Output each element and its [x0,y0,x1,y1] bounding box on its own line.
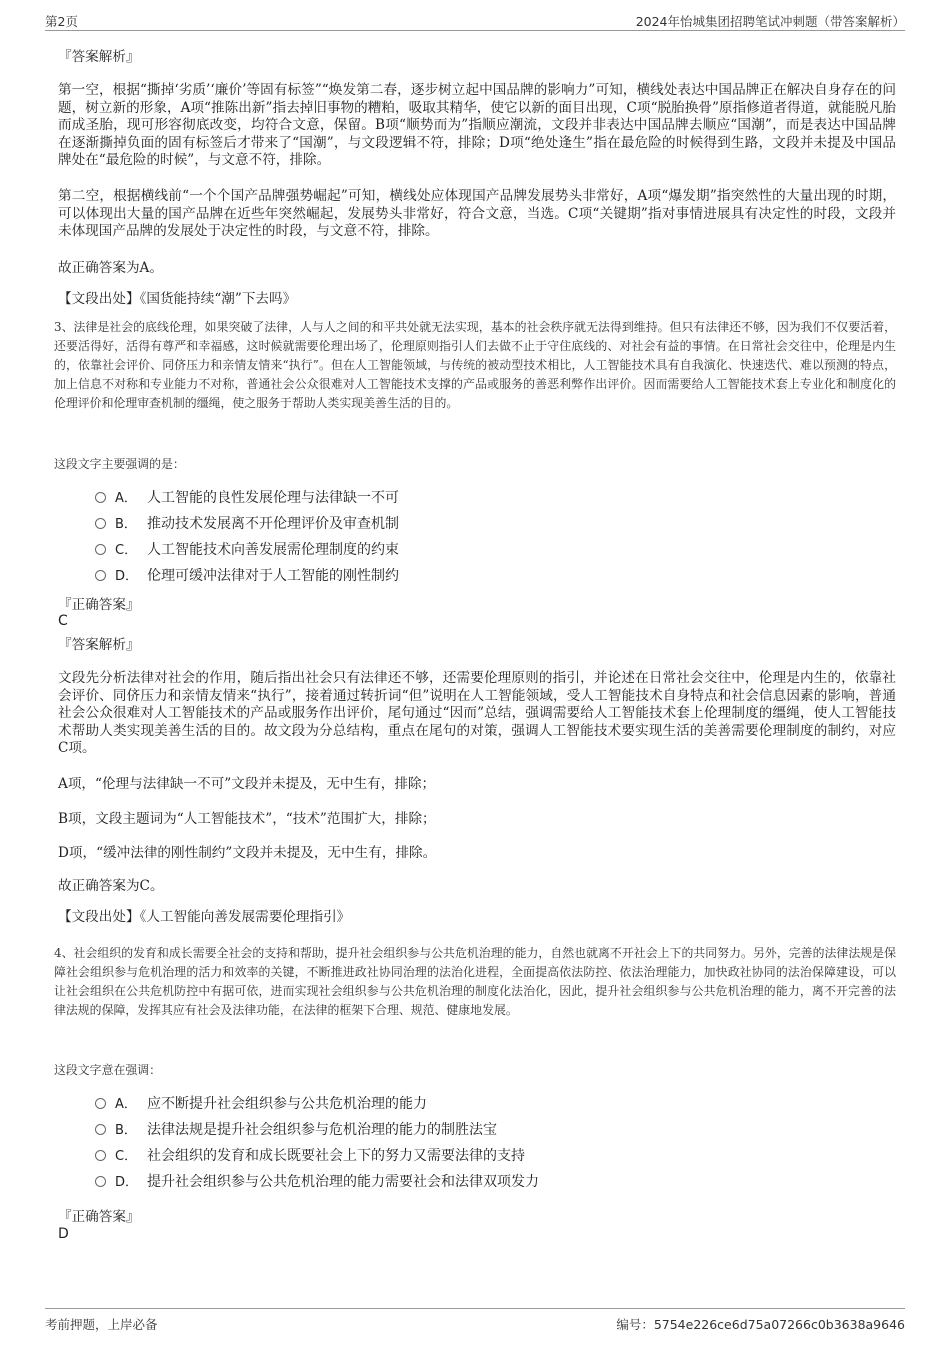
option-text: 法律法规是提升社会组织参与危机治理的能力的制胜法宝 [147,1122,497,1138]
q3-conclusion: 故正确答案为C。 [58,878,164,894]
radio-icon[interactable] [95,492,106,503]
document-title: 2024年怡城集团招聘笔试冲刺题（带答案解析） [635,14,905,29]
radio-icon[interactable] [95,1150,106,1161]
q4-answer-label: 『正确答案』 [58,1209,140,1225]
footer-slogan: 考前押题，上岸必备 [45,1317,158,1332]
q3-question-text: 3、法律是社会的底线伦理，如果突破了法律，人与人之间的和平共处就无法实现，基本的社会秩序就无法得到维持。但只有法律还不够，因为我们不仅要活着，还要活得好，活得有尊严和幸福感，这时候就需要伦理出场了，伦理原则指引人们去做不止于守住底线的、对社会有益的事情。在日常社会交往中，伦理是内生的，依靠社会评价、同侪压力和亲情友情来“执行”。但在人工智能领域，与传统的被动型技术相比，人工智能技术具有自我演化、快速迭代、难以预测的特点，加上信息不对称和专业能力不对称，普通社会公众很难对人工智能技术支撑的产品或服务的善恶利弊作出评价。因而需要给人工智能技术套上专业化和制度化的伦理评价和伦理审查机制的缰绳，使之服务于帮助人类实现美善生活的目的。 [54,320,896,410]
q3-note-a: A项，“伦理与法律缺一不可”文段并未提及，无中生有，排除； [58,776,436,792]
q4-option-a[interactable] [95,1095,427,1114]
q3-prompt: 这段文字主要强调的是： [54,457,185,471]
q4-prompt: 这段文字意在强调： [54,1063,162,1077]
q3-answer: C [58,613,68,629]
page-number: 第2页 [45,14,78,29]
option-text: 伦理可缓冲法律对于人工智能的刚性制约 [147,568,399,584]
option-key: D． [115,1175,139,1190]
q4-option-b[interactable] [95,1121,497,1140]
page-footer [45,1308,905,1337]
option-key: C． [115,543,138,558]
document-code: 编号：5754e226ce6d75a07266c0b3638a9646 [616,1317,905,1332]
q3-note-d: D项，“缓冲法律的刚性制约”文段并未提及，无中生有，排除。 [58,845,437,861]
q4-option-d[interactable] [95,1173,539,1192]
option-text: 推动技术发展离不开伦理评价及审查机制 [147,516,399,532]
option-key: B． [115,1123,137,1138]
q3-answer-label: 『正确答案』 [58,597,140,613]
q3-note-b: B项，文段主题词为“人工智能技术”，“技术”范围扩大，排除； [58,811,436,827]
q3-option-b[interactable] [95,515,399,534]
option-key: A． [115,491,137,506]
q4-option-c[interactable] [95,1147,525,1166]
option-key: B． [115,517,137,532]
option-text: 人工智能的良性发展伦理与法律缺一不可 [147,490,399,506]
option-key: C． [115,1149,138,1164]
q3-option-d[interactable] [95,567,399,586]
radio-icon[interactable] [95,1098,106,1109]
radio-icon[interactable] [95,1124,106,1135]
q2-source: 【文段出处】《国货能持续“潮”下去吗》 [58,291,297,307]
option-key: A． [115,1097,137,1112]
page-header [45,8,905,31]
q3-option-a[interactable] [95,489,399,508]
radio-icon[interactable] [95,570,106,581]
radio-icon[interactable] [95,544,106,555]
option-text: 社会组织的发育和成长既要社会上下的努力又需要法律的支持 [147,1148,525,1164]
q4-question-text: 4、社会组织的发育和成长需要全社会的支持和帮助，提升社会组织参与公共危机治理的能力，自然也就离不开社会上下的共同努力。另外，完善的法律法规是保障社会组织参与危机治理的活力和效率的关键，不断推进政社协同治理的法治化进程，全面提高依法防控、依法治理能力，加快政社协同的法治保障建设，可以让社会组织在公共危机防控中有据可依，进而实现社会组织参与公共危机治理的制度化法治化，因此，提升社会组织参与公共危机治理的能力，离不开完善的法律法规的保障，发挥其应有社会及法律功能，在法律的框架下合理、规范、健康地发展。 [54,946,896,1017]
option-text: 提升社会组织参与公共危机治理的能力需要社会和法律双项发力 [147,1174,539,1190]
radio-icon[interactable] [95,1176,106,1187]
radio-icon[interactable] [95,518,106,529]
q2-conclusion: 故正确答案为A。 [58,260,163,276]
option-text: 人工智能技术向善发展需伦理制度的约束 [147,542,399,558]
q3-analysis-label: 『答案解析』 [58,637,140,653]
q4-answer: D [58,1226,69,1242]
q2-analysis-para2: 第二空，根据横线前“一个个国产品牌强势崛起”可知，横线处应体现国产品牌发展势头非常好，A项“爆发期”指突然性的大量出现的时期，可以体现出大量的国产品牌在近些年突然崛起，发展势头非常好，符合文意，当选。C项“关键期”指对事情进展具有决定性的时段，文段并未体现国产品牌的发展处于决定性的时段，与文意不符，排除。 [58,188,896,239]
option-key: D． [115,569,139,584]
q2-analysis-label: 『答案解析』 [58,49,140,65]
q3-option-c[interactable] [95,541,399,560]
option-text: 应不断提升社会组织参与公共危机治理的能力 [147,1096,427,1112]
q3-analysis: 文段先分析法律对社会的作用，随后指出社会只有法律还不够，还需要伦理原则的指引，并论述在日常社会交往中，伦理是内生的，依靠社会评价、同侪压力和亲情友情来“执行”，接着通过转折词“但”说明在人工智能领域，受人工智能技术自身特点和社会信息因素的影响，普通社会公众很难对人工智能技术的产品或服务作出评价，尾句通过“因而”总结，强调需要给人工智能技术套上伦理制度的缰绳，使人工智能技术帮助人类实现美善生活的目的。故文段为分总结构，重点在尾句的对策，强调人工智能技术要实现生活的美善需要伦理制度的制约，对应C项。 [58,670,896,756]
q2-analysis-para1: 第一空，根据“撕掉‘劣质’‘廉价’等固有标签”“焕发第二春，逐步树立起中国品牌的影响力”可知，横线处表达中国品牌正在解决自身存在的问题，树立新的形象，A项“推陈出新”指去掉旧事物的糟粕，吸取其精华，使它以新的面目出现，C项“脱胎换骨”原指修道者得道，就能脱凡胎而成圣胎，现可形容彻底改变，均符合文意，保留。B项“顺势而为”指顺应潮流，文段并非表达中国品牌去顺应“国潮”，而是表达中国品牌在逐渐撕掉负面的固有标签后才带来了“国潮”，与文段逻辑不符，排除；D项“绝处逢生”指在最危险的时候得到生路，文段并未提及中国品牌处在“最危险的时候”，与文意不符，排除。 [58,82,896,168]
q3-source: 【文段出处】《人工智能向善发展需要伦理指引》 [58,909,351,925]
